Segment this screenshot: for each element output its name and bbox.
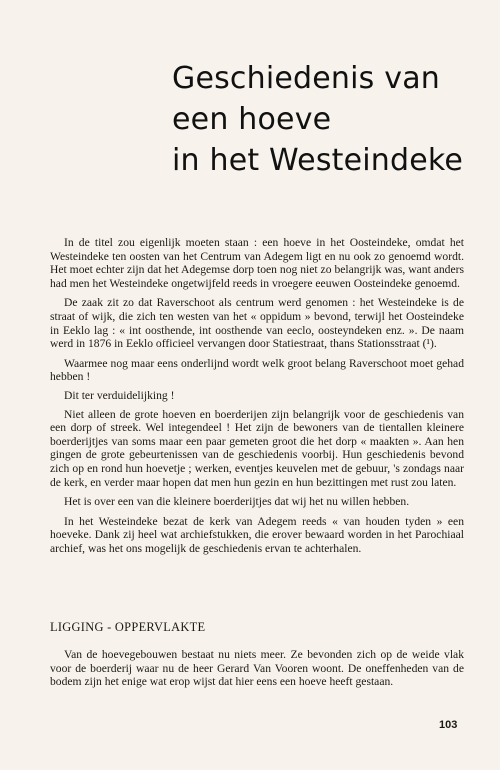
section-body (50, 648, 464, 689)
article-body (50, 236, 464, 561)
article-title (172, 58, 463, 181)
title-line-2: een hoeve (172, 102, 332, 137)
paragraph-kleine-boerderijen: Niet alleen de grote hoeven en boerderijen zijn belangrijk voor de geschiedenis van een dorp of streek. Wel integendeel ! Het zijn de bewoners van de tientallen kleinere boerderijtjes van soms maar een paar gemeten groot die het dorp « maakten ». Aan hen gingen de grote gebeurtenissen van de geschiedenis voorbij. Hun geschiedenis bevond zich op en rond hun hoevetje ; werken, eventjes keuvelen met de gebuur, 's zondags naar de kerk, en verder maar hopen dat men hun gezin en hun bezittingen met rust zou laten. (50, 407, 464, 489)
page-number: 103 (439, 719, 458, 731)
section-heading: LIGGING - OPPERVLAKTE (50, 620, 206, 634)
paragraph-verduidelijking: Dit ter verduidelijking ! (64, 388, 175, 402)
paragraph-onderwerp: Het is over een van die kleinere boerderijtjes dat wij het nu willen hebben. (64, 495, 410, 509)
paragraph-title-explanation: In de titel zou eigenlijk moeten staan : een hoeve in het Oosteindeke, omdat het Westeindeke ten oosten van het Centrum van Adegem ligt en nu ook zo genoemd wordt. Het moet echter zijn dat het Adegemse dorp toen nog niet zo belangrijk was, want anders had men het Westeindeke ongetwijfeld reeds in vroegere eeuwen Oosteindeke genoemd. (50, 236, 464, 290)
title-line-3: in het Westeindeke (172, 143, 464, 178)
title-line-1: Geschiedenis van (172, 61, 440, 96)
paragraph-westeindeke-hoeveke: In het Westeindeke bezat de kerk van Adegem reeds « van houden tyden » een hoeveke. Dank zij heel wat archiefstukken, die erover bewaard worden in het Parochiaal archief, was het ons mogelijk de geschiedenis ervan te achterhalen. (50, 514, 464, 555)
paragraph-raverschoot-belang: Waarmee nog maar eens onderlijnd wordt welk groot belang Raverschoot moet gehad hebben ! (50, 356, 464, 384)
paragraph-ligging: Van de hoevegebouwen bestaat nu niets meer. Ze bevonden zich op de weide vlak voor de boerderij waar nu de heer Gerard Van Vooren woont. De oneffenheden van de bodem zijn het enige wat erop wijst dat hier eens een hoeve heeft gestaan. (50, 648, 464, 689)
paragraph-raverschoot-centrum: De zaak zit zo dat Raverschoot als centrum werd genomen : het Westeindeke is de straat of wijk, die zich ten westen van het « oppidum » bevond, terwijl het Oosteindeke in Eeklo lag : « int oosthende, int oosthende van eeclo, oosteyndeken enz. ». De naam werd in 1876 in Eeklo officieel vervangen door Statiestraat, thans Stationsstraat (¹). (50, 296, 464, 351)
